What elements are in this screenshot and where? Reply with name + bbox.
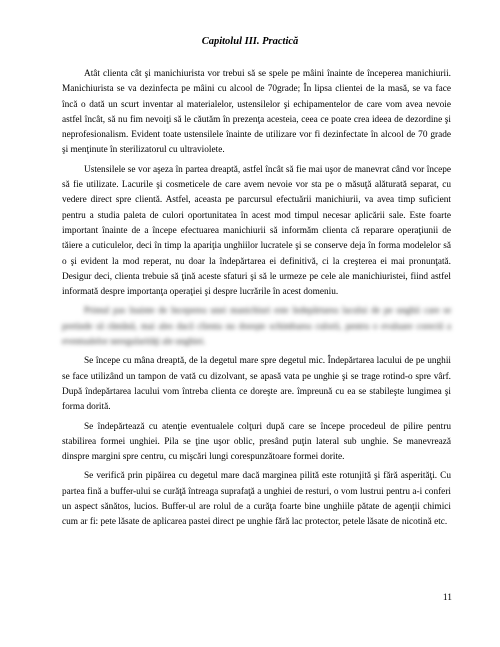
paragraph-2: Ustensilele se vor aşeza în partea dreaptă, astfel încât să fie mai uşor de manevrat când vor începe să fie utilizate. Lacurile şi cosmeticele de care avem nevoie vor sta pe o măsuţă alăturată separat, cu vedere direct spre clientă. Astfel, aceasta pe parcursul efectuării manichiurii, va avea timp suficient pentru a studia paleta de culori oportunitatea în acest mod timpul necesar aplicării sale. Este foarte important înainte de a începe efectuarea manichiurii să informăm clienta că reparare operaţiunii de tăiere a cuticulelor, deci în timp la apariţia unghiilor lucratele şi se conserve deja în forma modelelor să o şi evident la mod reperat, nu doar la îndepărtarea ei definitivă, ci la creşterea ei mai pronunţată. Desigur deci, clienta trebuie să ţină aceste sfaturi şi să le urmeze pe cele ale manichiuristei, fiind astfel informată despre importanţa operaţiei şi despre lucrările în acest domeniu. [62,164,451,298]
paragraph-5: Se îndepărtează cu atenţie eventualele colţuri după care se începe procedeul de pilire pentru stabilirea formei unghiei. Pila se ţine uşor oblic, presând puţin lateral sub unghie. Se manevrează dinspre margini spre centru, cu mişcări lungi corespunzătoare formei dorite. [62,421,451,463]
paragraph-4: Se începe cu mâna dreaptă, de la degetul mare spre degetul mic. Îndepărtarea lacului de pe unghii se face utilizând un tampon de vată cu dizolvant, se apasă vata pe unghie şi se trage rotind-o spre vârf. După îndepărtarea lacului vom întreba clienta ce doreşte are. împreună cu ea se stabileşte lungimea şi forma dorită. [62,356,451,413]
page-number: 11 [442,593,452,603]
chapter-title: Capitolul III. Practică [201,36,299,47]
paragraph-3-blurred: Primul pas înainte de începerea unei manichiuri este îndepărtarea lacului de pe unghii care se pretinde să rămână, mai ales dacă clienta nu doreşte schimbarea culorii, pentru o evaluare corectă a eventualelor neregularităţi ale unghiei. [62,306,451,348]
paragraph-1: Atât clienta cât şi manichiurista vor trebui să se spele pe mâini înainte de începerea manichiurii. Manichiurista se va dezinfecta pe mâini cu alcool de 70grade; În lipsa clientei de la masă, se va face încă o dată un scurt inventar al materialelor, ustensilelor şi echipamentelor de care vom avea nevoie astfel încât, să nu fim nevoiţi să le căutăm în prezenţa acesteia, ceea ce poate crea ideea de dezordine şi neprofesionalism. Evident toate ustensilele înainte de utilizare vor fi dezinfectate în alcool de 70 grade şi menţinute în sterilizatorul cu ultraviolete. [62,69,451,156]
paragraph-6: Se verifică prin pipăirea cu degetul mare dacă marginea pilită este rotunjită şi fără asperităţi. Cu partea fină a buffer-ului se curăţă întreaga suprafaţă a unghiei de resturi, o vom lustrui pentru a-i conferi un aspect sănătos, lucios. Buffer-ul are rolul de a curăţa foarte bine unghiile pătate de agenţii chimici cum ar fi: pete lăsate de aplicarea pastei direct pe unghie fără lac protector, petele lăsate de nicotină etc. [62,471,451,528]
document-body [62,67,451,535]
